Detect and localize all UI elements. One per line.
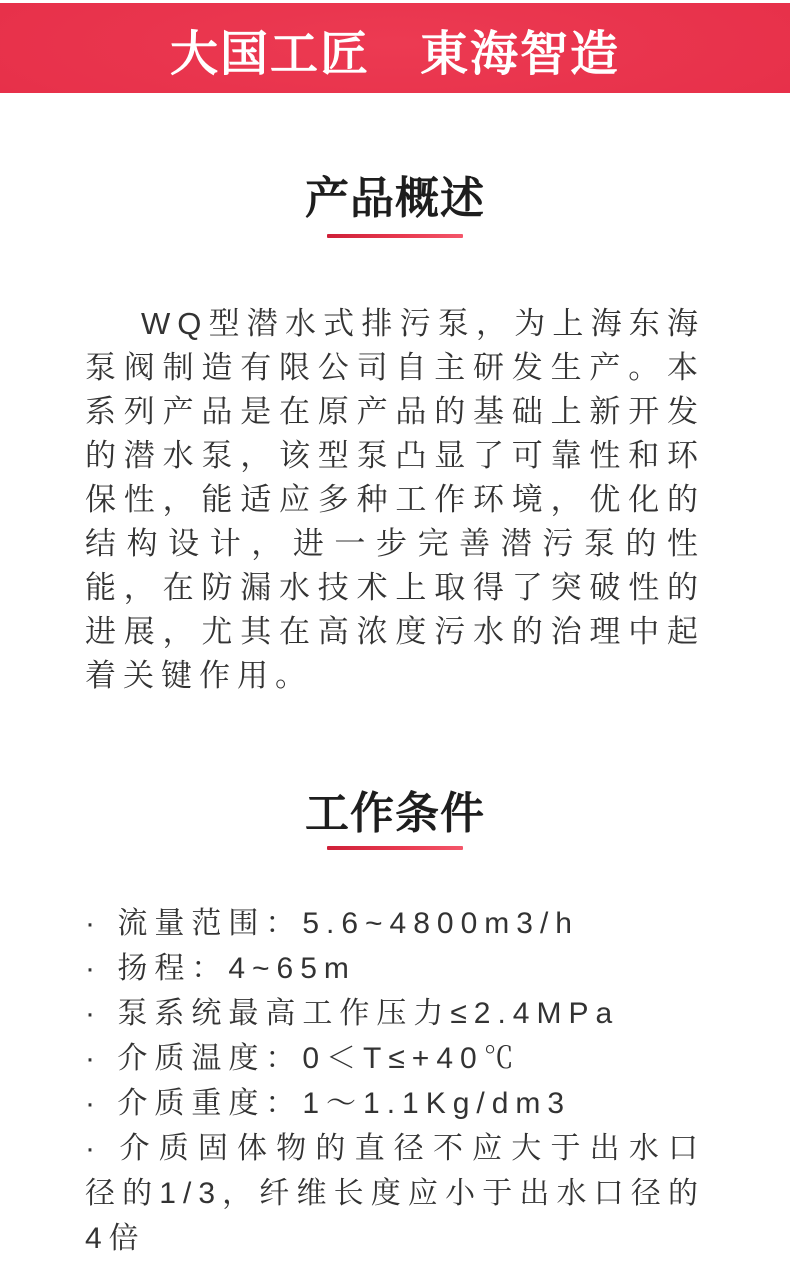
spec-text: 介质固体物的直径不应大于出水口径的1/3，纤维长度应小于出水口径的4倍 — [85, 1132, 706, 1255]
bullet-icon: · — [85, 997, 118, 1030]
bullet-icon: · — [85, 1132, 120, 1165]
spec-item-flow-range — [85, 901, 705, 946]
overview-heading-divider — [327, 234, 463, 238]
banner-title: 大国工匠 東海智造 — [169, 28, 620, 81]
spec-item-solids-size — [85, 1126, 705, 1261]
spec-item-max-pressure — [85, 991, 705, 1036]
overview-paragraph: WQ型潜水式排污泵，为上海东海泵阀制造有限公司自主研发生产。本系列产品是在原产品的基础上新开发的潜水泵，该型泵凸显了可靠性和环保性，能适应多种工作环境，优化的结构设计，进一步完善潜污泵的性能，在防漏水技术上取得了突破性的进展，尤其在高浓度污水的治理中起着关键作用。 — [85, 306, 705, 693]
bullet-icon: · — [85, 1042, 118, 1075]
spec-text: 泵系统最高工作压力≤2.4MPa — [117, 997, 620, 1030]
conditions-heading: 工作条件 — [305, 789, 485, 838]
bullet-icon: · — [85, 952, 118, 985]
spec-item-medium-temperature — [85, 1036, 705, 1081]
spec-item-head — [85, 946, 705, 991]
bullet-icon: · — [85, 1087, 118, 1120]
spec-text: 扬程：4~65m — [117, 952, 356, 985]
section-overview — [0, 174, 790, 698]
overview-heading: 产品概述 — [305, 174, 485, 223]
top-banner — [0, 3, 790, 93]
spec-list — [85, 901, 705, 1261]
conditions-heading-divider — [327, 846, 463, 850]
spec-text: 介质温度：0＜T≤+40℃ — [117, 1042, 521, 1075]
spec-text: 介质重度：1～1.1Kg/dm3 — [117, 1087, 572, 1120]
spec-item-medium-density — [85, 1081, 705, 1126]
spec-text: 流量范围：5.6~4800m3/h — [117, 907, 579, 940]
section-conditions — [0, 789, 790, 1261]
bullet-icon: · — [85, 907, 118, 940]
